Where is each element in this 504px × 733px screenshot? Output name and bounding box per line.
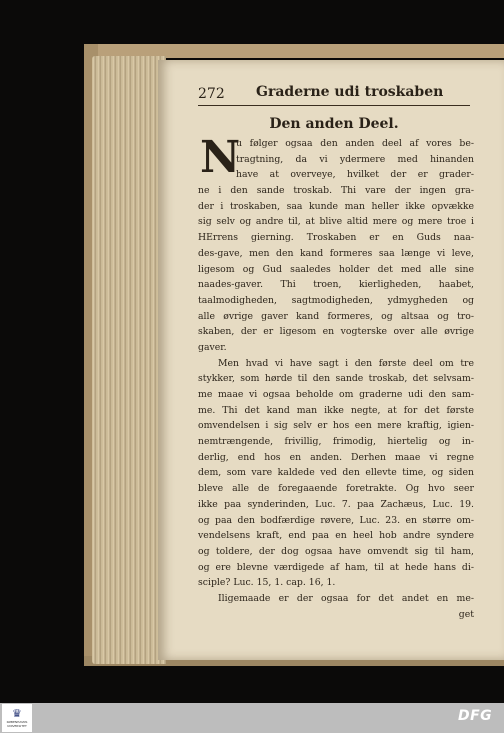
text-line: stykker, som hørde til den sande troskab, det selvsam-: [198, 373, 474, 385]
page-number: 272: [198, 86, 225, 102]
text-line: u følger ogsaa den anden deel af vores be-: [236, 138, 474, 149]
text-line: Iligemaade er der ogsaa for det andet en me-: [218, 592, 474, 604]
text-line: nemtrængende, frivillig, frimodig, hiertelig og in-: [198, 436, 474, 448]
text-line: derlig, end hos en anden. Derhen maae vi regne: [198, 451, 474, 463]
text-line: naades-gaver. Thi troen, kierligheden, haabet,: [198, 279, 474, 291]
running-title: Graderne udi troskaben: [256, 84, 444, 100]
page-edges: [92, 56, 166, 664]
catchword: get: [458, 608, 474, 620]
drop-cap: N: [200, 132, 241, 183]
text-line: skaben, der er ligesom en vogterske over alle øvrige: [198, 326, 474, 338]
text-line: dem, som vare kaldede ved den ellevte time, og siden: [198, 467, 474, 479]
text-line: ligesom og Gud saaledes holder det med alle sine: [198, 263, 474, 275]
body-text: [198, 132, 474, 622]
text-line: gaver.: [198, 341, 227, 353]
library-logo[interactable]: [2, 704, 32, 732]
crown-icon: ♛: [12, 707, 22, 720]
dfg-logo[interactable]: DFG: [458, 708, 493, 724]
text-line: sig selv og andre til, at blive altid mere og mere troe i: [198, 216, 474, 228]
text-line: me maae vi ogsaa beholde om graderne udi den sam-: [198, 389, 474, 400]
text-line: vendelsens kraft, end paa en heel hob andre syndere: [198, 530, 474, 542]
text-line: omvendelsen i sig selv er hos een mere kraftig, igien-: [198, 420, 474, 432]
text-line: Men hvad vi have sagt i den første deel om tre: [218, 357, 474, 369]
header-rule: [198, 105, 470, 106]
text-line: des-gave, men den kand formeres saa længe vi leve,: [198, 247, 474, 259]
text-line: der i troskaben, saa kunde man heller ikke opvække: [198, 200, 474, 212]
text-line: ne i den sande troskab. Thi vare der ingen gra-: [198, 185, 474, 197]
text-line: taalmodigheden, sagtmodigheden, ydmygheden og: [198, 294, 474, 306]
viewer-footer-bar: [0, 703, 504, 733]
text-line: tragtning, da vi ydermere med hinanden: [236, 153, 474, 165]
text-line: sciple? Luc. 15, 1. cap. 16, 1.: [198, 577, 336, 589]
text-line: alle øvrige gaver kand formeres, og altsaa og tro-: [198, 310, 474, 322]
text-line: have at overveye, hvilket der er grader-: [236, 169, 474, 181]
text-line: og toldere, der dog ogsaa have omvendt sig til ham,: [198, 545, 474, 557]
page-header: [198, 84, 470, 108]
text-line: bleve alle de foregaaende foretrakte. Og hvo seer: [198, 483, 474, 495]
text-line: og ere blevne værdigede af ham, til at hede hans di-: [198, 561, 474, 573]
text-line: ikke paa synderinden, Luc. 7. paa Zachæus, Luc. 19.: [198, 498, 474, 510]
library-logo-text: KØBENHAVNS UNIVERSITET: [6, 720, 28, 728]
section-heading: Den anden Deel.: [269, 116, 399, 132]
text-line: HErrens gierning. Troskaben er en Guds naa-: [198, 232, 474, 244]
text-line: me. Thi det kand man ikke negte, at for det første: [198, 404, 474, 416]
text-line: og paa den bodfærdige røvere, Luc. 23. en større om-: [198, 514, 474, 526]
